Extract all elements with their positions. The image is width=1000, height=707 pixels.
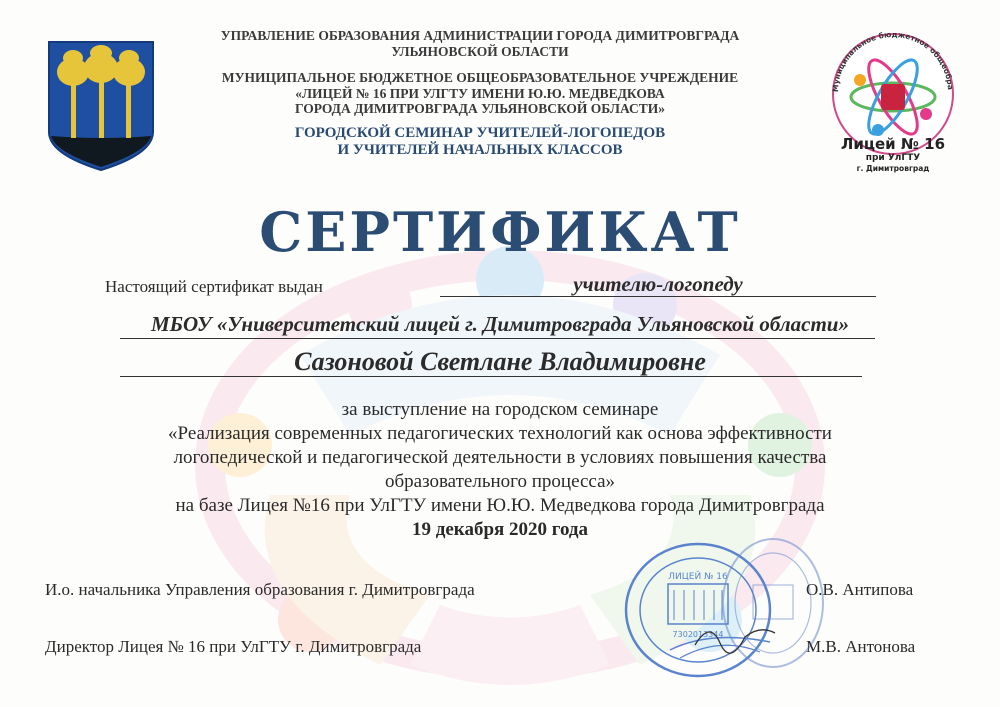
signature-name-2: М.В. Антонова (806, 637, 916, 656)
header-line-3: МУНИЦИПАЛЬНОЕ БЮДЖЕТНОЕ ОБЩЕОБРАЗОВАТЕЛЬНОЕ УЧРЕЖДЕНИЕ (221, 70, 739, 85)
signature-position-2: Директор Лицея № 16 при УлГТУ г. Димитровграда (45, 637, 422, 656)
handwritten-signature (690, 615, 780, 655)
body-line-5: на базе Лицея №16 при УлГТУ имени Ю.Ю. Медведкова города Димитровграда (175, 495, 825, 516)
svg-text:7302013344: 7302013344 (672, 630, 724, 639)
event-date: 19 декабря 2020 года (411, 519, 589, 540)
logo-name: Лицей № 16 (840, 135, 946, 153)
logo-sub: при УлГТУ (865, 153, 921, 163)
recipient-organization: МБОУ «Университетский лицей г. Димитровграда Ульяновской области» (151, 312, 849, 336)
header-line-1: УПРАВЛЕНИЕ ОБРАЗОВАНИЯ АДМИНИСТРАЦИИ ГОРОДА ДИМИТРОВГРАДА (220, 28, 740, 43)
organization-underline (120, 338, 875, 339)
header-line-5: ГОРОДА ДИМИТРОВГРАДА УЛЬЯНОВСКОЙ ОБЛАСТИ» (294, 101, 666, 116)
logo-ring-text (818, 22, 968, 102)
signature-position-1: И.о. начальника Управления образования г. Димитровграда (45, 580, 475, 599)
city-coat-of-arms-emblem (47, 40, 155, 172)
recipient-role: учителю-логопеду (573, 272, 743, 296)
body-line-3: логопедической и педагогической деятельности в условиях повышения качества (173, 447, 827, 468)
logo-city: г. Димитровград (856, 164, 930, 173)
body-line-1: за выступление на городском семинаре (341, 399, 659, 420)
body-line-4: образовательного процесса» (384, 471, 616, 492)
recipient-name: Сазоновой Светлане Владимировне (294, 347, 706, 376)
svg-text:ЛИЦЕЙ № 16: ЛИЦЕЙ № 16 (668, 572, 728, 582)
header-line-2: УЛЬЯНОВСКОЙ ОБЛАСТИ (391, 43, 569, 59)
svg-text:Муниципальное бюджетное общеоб: Муниципальное бюджетное общеобра (830, 29, 955, 93)
seminar-title-line-2: И УЧИТЕЛЕЙ НАЧАЛЬНЫХ КЛАССОВ (337, 142, 623, 158)
issued-label: Настоящий сертификат выдан (105, 277, 323, 296)
signature-name-1: О.В. Антипова (806, 580, 914, 599)
header-line-4: «ЛИЦЕЙ № 16 ПРИ УЛГТУ ИМЕНИ Ю.Ю. МЕДВЕДКОВА (295, 85, 665, 101)
body-line-2: «Реализация современных педагогических технологий как основа эффективности (168, 423, 832, 444)
seminar-title-line-1: ГОРОДСКОЙ СЕМИНАР УЧИТЕЛЕЙ-ЛОГОПЕДОВ (294, 125, 666, 141)
certificate-title: СЕРТИФИКАТ (259, 200, 741, 264)
lyceum-logo (818, 22, 968, 182)
